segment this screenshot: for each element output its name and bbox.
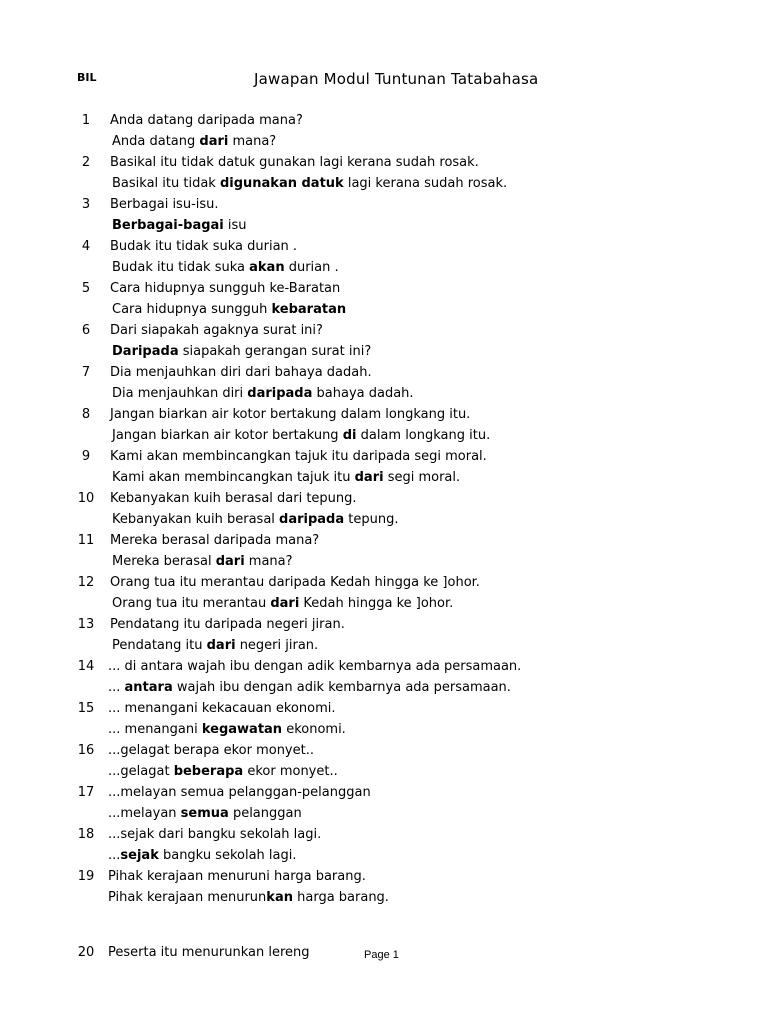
entry-number: 19 [77,869,95,884]
answer-text: Basikal itu tidak [112,176,220,191]
entry-answer-row [0,131,768,152]
entry-question-row [0,488,768,509]
entry-answer-row [0,299,768,320]
entry-answer-row [0,845,768,866]
entry-question-row [0,278,768,299]
entry-answer-row [0,551,768,572]
answer-correction: akan [249,260,285,275]
entry-question-row [0,110,768,131]
answer-correction: daripada [279,512,345,527]
answer-text: Budak itu tidak suka [112,260,250,275]
answer-correction: semua [180,806,229,821]
answer-text: ...melayan [108,806,181,821]
answer-text: Cara hidupnya sungguh [112,302,272,317]
answer-text: ekor monyet.. [243,764,338,779]
entry-answer-row [0,383,768,404]
entry-question-row [0,236,768,257]
entry-number: 18 [77,827,95,842]
entry-number: 15 [77,701,95,716]
entry-answer-row [0,173,768,194]
entry-answer-row [0,719,768,740]
entry-question-row [0,782,768,803]
answer-text: ekonomi. [282,722,346,737]
entry-answer [108,761,338,782]
answer-text: negeri jiran. [235,638,319,653]
entry-answer [108,887,389,908]
answer-correction: Berbagai-bagai [112,218,224,233]
answer-text: isu [223,218,247,233]
entry-question: Peserta itu menurunkan lereng [108,945,310,960]
entry-question-row [0,194,768,215]
answer-correction: dari [270,596,300,611]
entry-answer-row [0,761,768,782]
answer-text: segi moral. [383,470,461,485]
entry-number: 3 [81,197,91,212]
entry-answer [108,719,346,740]
entry-number: 11 [77,533,95,548]
answer-text: wajah ibu dengan adik kembarnya ada persamaan. [172,680,511,695]
entry-answer [108,845,297,866]
answer-text: pelanggan [228,806,302,821]
entry-question: Pihak kerajaan menuruni harga barang. [108,869,366,884]
answer-correction: di [342,428,357,443]
answer-text: bahaya dadah. [312,386,414,401]
bil-header: BIL [77,71,97,84]
entry-number: 13 [77,617,95,632]
entry-question-row [0,320,768,341]
entry-question: ...gelagat berapa ekor monyet.. [108,743,314,758]
entry-question-row [0,614,768,635]
entry-question: Cara hidupnya sungguh ke-Baratan [110,281,341,296]
entry-question: Anda datang daripada mana? [110,113,303,128]
entry-answer-row [0,593,768,614]
entry-answer-row [0,635,768,656]
answer-text: Kebanyakan kuih berasal [112,512,280,527]
entry-question: ... menangani kekacauan ekonomi. [108,701,336,716]
answer-text: Dia menjauhkan diri [112,386,248,401]
answer-correction: kebaratan [271,302,347,317]
entry-answer-row [0,341,768,362]
entry-answer [112,551,293,572]
entry-answer [112,131,276,152]
entry-answer-row [0,257,768,278]
answer-text: Jangan biarkan air kotor bertakung [112,428,343,443]
entry-answer-row [0,677,768,698]
entry-number: 12 [77,575,95,590]
answer-text: mana? [244,554,293,569]
answer-text: ... [108,680,125,695]
entry-number: 4 [81,239,91,254]
entry-number: 17 [77,785,95,800]
entry-answer [112,341,371,362]
answer-correction: dari [199,134,229,149]
entry-answer [112,173,507,194]
entry-answer [112,635,318,656]
entry-question: ... di antara wajah ibu dengan adik kembarnya ada persamaan. [108,659,522,674]
answer-correction: daripada [247,386,313,401]
entry-question-row [0,740,768,761]
answer-correction: dari [354,470,384,485]
answer-text: ... menangani [108,722,202,737]
answer-correction: antara [124,680,173,695]
entry-answer-row [0,425,768,446]
entry-answer [112,467,460,488]
entry-answer-row [0,887,768,908]
answer-correction: sejak [120,848,159,863]
entry-answer-row [0,509,768,530]
entry-question-row [0,446,768,467]
entry-question: Orang tua itu merantau daripada Kedah hingga ke ]ohor. [110,575,480,590]
entry-number: 2 [81,155,91,170]
entry-answer [112,425,490,446]
answer-text: Anda datang [112,134,200,149]
answer-text: harga barang. [292,890,389,905]
entry-question: ...sejak dari bangku sekolah lagi. [108,827,322,842]
answer-correction: Daripada [112,344,179,359]
entry-number: 7 [81,365,91,380]
entry-answer [112,215,247,236]
entry-answer [112,593,453,614]
answer-text: durian . [284,260,339,275]
answer-text: Pihak kerajaan menurun [108,890,267,905]
entry-question: Budak itu tidak suka durian . [110,239,298,254]
entry-number: 1 [81,113,91,128]
answer-text: ... [108,848,121,863]
answer-correction: dari [215,554,245,569]
answer-text: Mereka berasal [112,554,216,569]
entry-question: ...melayan semua pelanggan-pelanggan [108,785,371,800]
entry-question: Dari siapakah agaknya surat ini? [110,323,323,338]
answer-text: Kedah hingga ke ]ohor. [299,596,454,611]
answer-text: siapakah gerangan surat ini? [178,344,372,359]
entry-number: 6 [81,323,91,338]
answer-text: tepung. [344,512,399,527]
answer-correction: beberapa [173,764,244,779]
entry-number: 10 [77,491,95,506]
entry-answer-row [0,215,768,236]
answer-text: ...gelagat [108,764,174,779]
entry-number: 8 [81,407,91,422]
entry-number: 20 [77,945,95,960]
entry-question-row [0,824,768,845]
answer-correction: kegawatan [201,722,283,737]
entry-question-row [0,698,768,719]
page-title: Jawapan Modul Tuntunan Tatabahasa [254,70,539,88]
entry-question: Pendatang itu daripada negeri jiran. [110,617,345,632]
entry-answer [108,677,511,698]
entry-answer [112,383,414,404]
answer-text: Kami akan membincangkan tajuk itu [112,470,355,485]
entry-question: Kami akan membincangkan tajuk itu daripada segi moral. [110,449,487,464]
answer-correction: digunakan datuk [219,176,344,191]
entry-question-row [0,866,768,887]
answer-list [0,110,768,908]
entry-number: 14 [77,659,95,674]
entry-number: 16 [77,743,95,758]
page-footer: Page 1 [364,949,399,961]
entry-question-row [0,152,768,173]
entry-answer [112,257,339,278]
entry-answer [112,509,398,530]
answer-text: Pendatang itu [112,638,207,653]
answer-text: bangku sekolah lagi. [158,848,297,863]
entry-question: Berbagai isu-isu. [110,197,219,212]
entry-question: Dia menjauhkan diri dari bahaya dadah. [110,365,372,380]
entry-question: Jangan biarkan air kotor bertakung dalam longkang itu. [110,407,471,422]
answer-text: lagi kerana sudah rosak. [343,176,508,191]
entry-question-row [0,572,768,593]
entry-question-row [0,404,768,425]
answer-correction: kan [266,890,293,905]
entry-answer [112,299,346,320]
answer-text: dalam longkang itu. [356,428,491,443]
entry-question-row [0,362,768,383]
answer-correction: dari [206,638,236,653]
entry-number: 9 [81,449,91,464]
entry-answer [108,803,302,824]
answer-text: Orang tua itu merantau [112,596,271,611]
entry-question: Mereka berasal daripada mana? [110,533,320,548]
entry-answer-row [0,803,768,824]
entry-number: 5 [81,281,91,296]
entry-question: Basikal itu tidak datuk gunakan lagi kerana sudah rosak. [110,155,479,170]
entry-answer-row [0,467,768,488]
answer-text: mana? [228,134,277,149]
entry-question-row [0,530,768,551]
entry-question: Kebanyakan kuih berasal dari tepung. [110,491,357,506]
entry-question-row [0,656,768,677]
